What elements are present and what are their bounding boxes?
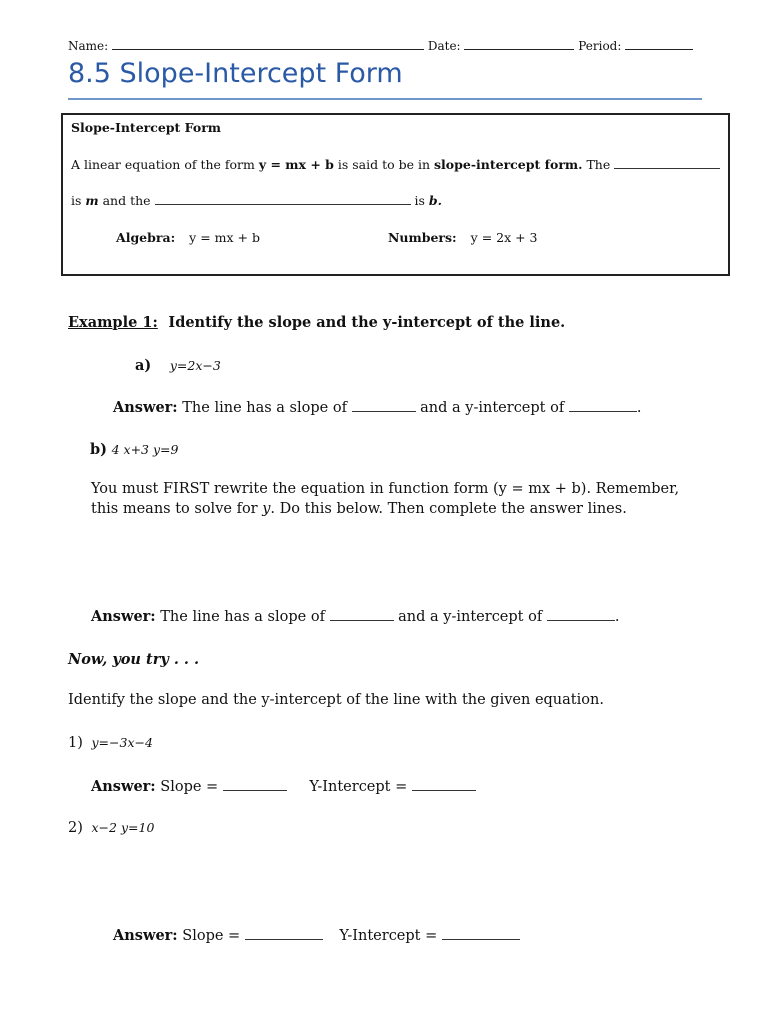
part-b-label: b) — [90, 441, 107, 458]
problem-1-label: 1) — [68, 735, 83, 751]
y-intercept-blank[interactable] — [412, 779, 476, 791]
example-1b-instruction-1: You must FIRST rewrite the equation in function form (y = mx + b). Remember, — [91, 481, 680, 497]
example-1b — [90, 441, 178, 458]
answer-label: Answer: — [113, 399, 178, 416]
numbers-equation: y = 2x + 3 — [470, 230, 538, 245]
example-1a — [135, 357, 221, 374]
answer-label: Answer: — [91, 608, 156, 625]
instruction-text: . Do this below. Then complete the answer lines. — [270, 501, 627, 517]
definition-heading: Slope-Intercept Form — [71, 120, 222, 135]
definition-text: is said to be in — [333, 157, 435, 172]
algebra-row — [116, 230, 260, 245]
date-blank[interactable] — [464, 38, 574, 50]
slope-blank[interactable] — [245, 928, 323, 940]
slope-blank[interactable] — [330, 609, 394, 621]
period-blank[interactable] — [625, 38, 693, 50]
y-intercept-blank[interactable] — [569, 400, 637, 412]
y-intercept-label: Y-Intercept = — [339, 928, 438, 944]
slope-term-blank[interactable] — [614, 157, 720, 169]
definition-line-2 — [71, 193, 442, 208]
definition-text: and the — [98, 193, 151, 208]
example-1-label: Example 1: — [68, 314, 158, 331]
algebra-equation: y = mx + b — [189, 230, 260, 245]
answer-text: The line has a slope of — [177, 400, 347, 416]
practice-1 — [68, 735, 153, 751]
answer-text: . — [614, 609, 620, 625]
practice-heading: Now, you try . . . — [68, 651, 200, 668]
part-a-label: a) — [135, 357, 152, 374]
example-1-text: Identify the slope and the y-intercept of the line. — [168, 314, 566, 331]
name-label: Name: — [68, 39, 109, 53]
slope-blank[interactable] — [223, 779, 287, 791]
example-1a-answer — [113, 399, 641, 416]
problem-1-equation: y=−3x−4 — [91, 735, 153, 750]
example-1-heading — [68, 314, 565, 331]
part-a-equation: y=2x−3 — [169, 358, 221, 373]
answer-text: The line has a slope of — [155, 609, 325, 625]
name-blank[interactable] — [112, 38, 424, 50]
algebra-label: Algebra: — [116, 230, 176, 245]
example-1b-answer — [91, 608, 619, 625]
slope-blank[interactable] — [352, 400, 416, 412]
slope-label: Slope = — [155, 779, 219, 795]
numbers-label: Numbers: — [388, 230, 457, 245]
definition-b: b. — [428, 193, 442, 208]
definition-text: is — [410, 193, 429, 208]
date-label: Date: — [427, 39, 461, 53]
definition-text: is — [71, 193, 86, 208]
instruction-text: this means to solve for — [91, 501, 263, 517]
practice-2-answer — [113, 927, 520, 944]
problem-2-equation: x−2 y=10 — [91, 820, 155, 835]
title-rule — [68, 98, 702, 100]
y-intercept-blank[interactable] — [547, 609, 615, 621]
period-label: Period: — [578, 39, 622, 53]
definition-term: slope-intercept form. — [434, 157, 583, 172]
answer-text: . — [636, 400, 642, 416]
page-title: 8.5 Slope-Intercept Form — [68, 58, 403, 89]
problem-2-label: 2) — [68, 820, 83, 836]
practice-2 — [68, 820, 154, 836]
practice-instruction: Identify the slope and the y-intercept of the line with the given equation. — [68, 692, 604, 708]
intercept-term-blank[interactable] — [155, 193, 411, 205]
definition-line-1 — [71, 157, 720, 172]
definition-text: The — [582, 157, 611, 172]
y-intercept-label: Y-Intercept = — [309, 779, 408, 795]
y-intercept-blank[interactable] — [442, 928, 520, 940]
practice-1-answer — [91, 778, 476, 795]
definition-text: A linear equation of the form — [71, 157, 259, 172]
numbers-row — [388, 230, 538, 245]
answer-label: Answer: — [113, 927, 178, 944]
definition-equation: y = mx + b — [258, 157, 334, 172]
example-1b-instruction-2 — [91, 501, 627, 517]
instruction-variable: y — [262, 501, 271, 517]
answer-text: and a y-intercept of — [415, 400, 565, 416]
answer-text: and a y-intercept of — [393, 609, 543, 625]
answer-label: Answer: — [91, 778, 156, 795]
definition-m: m — [85, 193, 99, 208]
slope-label: Slope = — [177, 928, 241, 944]
part-b-equation: 4 x+3 y=9 — [111, 442, 179, 457]
header-line — [68, 38, 693, 53]
